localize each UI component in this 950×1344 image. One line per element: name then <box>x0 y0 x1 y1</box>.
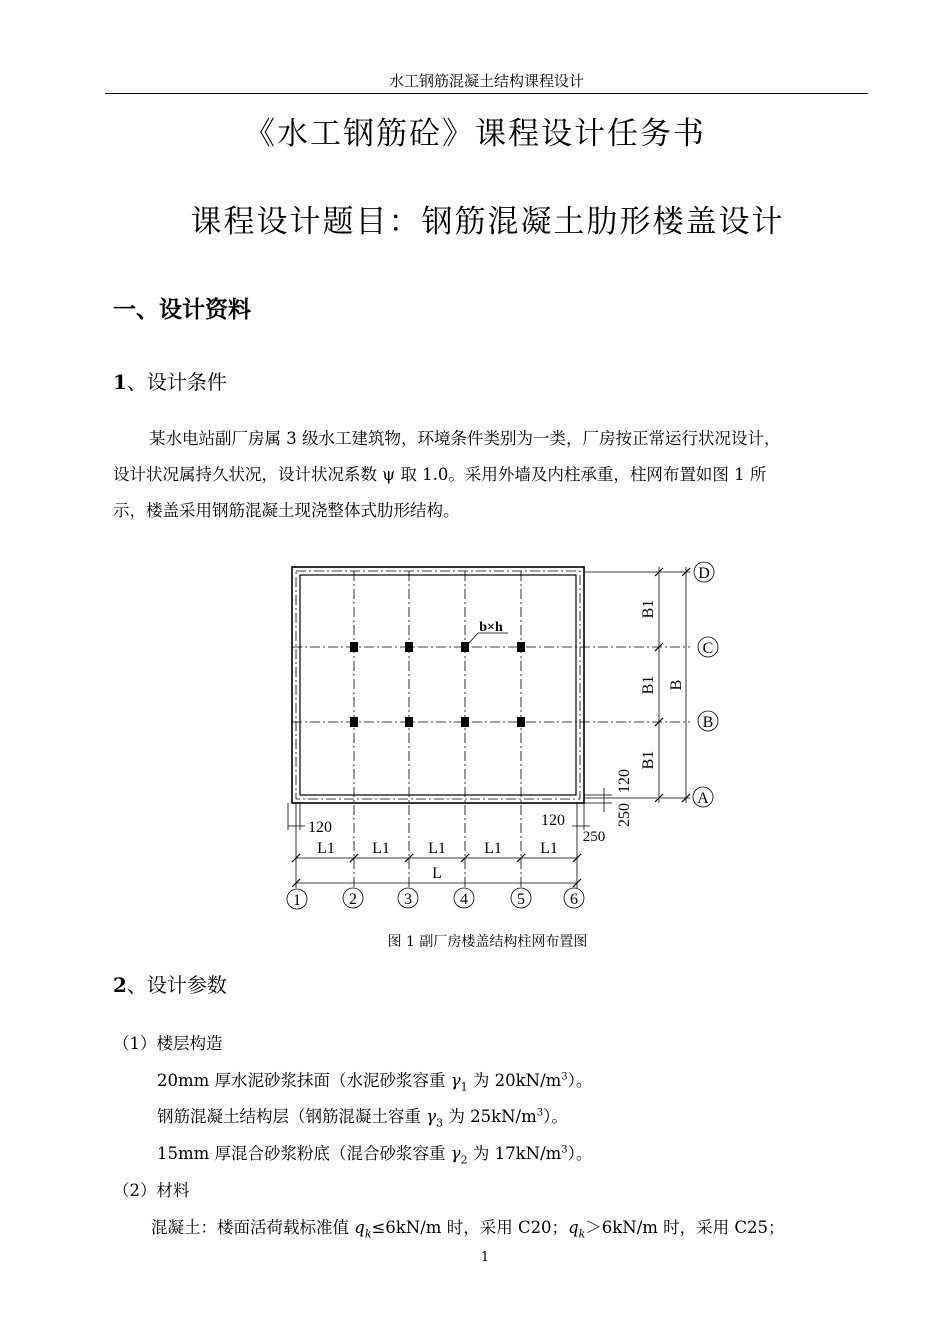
unit-exponent: 3 <box>561 1144 568 1156</box>
layer-2-end: ）。 <box>543 1107 568 1126</box>
span-label: L1 <box>540 840 558 857</box>
gamma-symbol: γ <box>450 1144 461 1163</box>
section-title: 设计资料 <box>159 297 251 323</box>
unit-exponent: 3 <box>536 1107 544 1119</box>
column-grid-figure <box>0 555 950 920</box>
subsection-number: 2 <box>113 973 127 997</box>
unit-exponent: 3 <box>561 1071 568 1083</box>
running-header: 水工钢筋混凝土结构课程设计 <box>388 72 584 90</box>
axis-label-D: D <box>698 565 710 582</box>
bay-label: B1 <box>640 599 657 619</box>
column <box>517 717 525 727</box>
section-number: 一、 <box>113 297 159 323</box>
paragraph-line-2: 设计状况属持久状况，设计状况系数 ψ 取 1.0。采用外墙及内柱承重，柱网布置如图 1 所 <box>113 465 767 484</box>
concrete-c25: ＞6kN/m 时，采用 C25； <box>585 1218 785 1237</box>
q-symbol: q <box>568 1218 579 1237</box>
q-subscript: k <box>578 1227 586 1241</box>
subsection-title: 、设计条件 <box>126 370 227 394</box>
bay-label: B1 <box>640 675 657 695</box>
layer-3-end: ）。 <box>567 1144 593 1163</box>
column <box>350 717 358 727</box>
axis-label-5: 5 <box>517 891 525 908</box>
page-number: 1 <box>480 1250 490 1265</box>
wall-dim-label-250: 250 <box>582 829 606 845</box>
document-subtitle: 课程设计题目：钢筋混凝土肋形楼盖设计 <box>190 204 785 240</box>
column <box>517 642 525 652</box>
q-symbol: q <box>354 1218 365 1237</box>
q-subscript: k <box>364 1227 372 1241</box>
wall-axis-line <box>296 571 580 799</box>
outer-wall-outline <box>292 567 584 803</box>
section-heading-1 <box>113 291 251 324</box>
axis-label-C: C <box>702 640 714 657</box>
wall-dim-label-side-120: 120 <box>616 769 633 793</box>
total-span-label: L <box>432 865 442 882</box>
wall-dim-label-right: 120 <box>541 812 565 829</box>
axis-label-1: 1 <box>293 892 301 909</box>
gamma-subscript: 2 <box>460 1153 468 1167</box>
paragraph-line-3: 示，楼盖采用钢筋混凝土现浇整体式肋形结构。 <box>113 501 460 520</box>
axis-label-2: 2 <box>349 891 357 908</box>
column-size-label: b×h <box>479 620 503 635</box>
column <box>350 642 358 652</box>
bay-label: B1 <box>640 750 657 770</box>
subsection-title: 、设计参数 <box>126 973 227 997</box>
layer-1 <box>157 1067 592 1093</box>
item-2-title: （2）材料 <box>113 1181 190 1200</box>
axis-label-3: 3 <box>404 891 412 908</box>
axis-label-4: 4 <box>460 891 468 908</box>
axis-label-A: A <box>697 790 709 807</box>
gamma-symbol: γ <box>450 1071 461 1090</box>
layer-2-value: 为 25kN/m <box>443 1107 537 1126</box>
concrete-line <box>151 1214 785 1240</box>
layer-2 <box>157 1103 568 1129</box>
subsection-heading-2 <box>113 969 227 998</box>
span-label: L1 <box>372 840 390 857</box>
layer-1-text: 20mm 厚水泥砂浆抹面（水泥砂浆容重 <box>157 1071 451 1090</box>
document-title: 《水工钢筋砼》课程设计任务书 <box>244 116 706 152</box>
span-label: L1 <box>484 840 502 857</box>
layer-3-value: 为 17kN/m <box>467 1144 562 1163</box>
wall-dim-label-side-250: 250 <box>616 803 633 827</box>
axis-label-6: 6 <box>570 891 578 908</box>
layer-1-end: ）。 <box>567 1071 593 1090</box>
wall-dim-label-left: 120 <box>308 819 332 836</box>
layer-2-text: 钢筋混凝土结构层（钢筋混凝土容重 <box>157 1107 427 1126</box>
item-1-title: （1）楼层构造 <box>113 1034 223 1053</box>
subsection-number: 1 <box>113 370 127 394</box>
subsection-heading-1 <box>113 366 227 395</box>
paragraph-line-1: 某水电站副厂房属 3 级水工建筑物，环境条件类别为一类，厂房按正常运行状况设计， <box>149 429 781 448</box>
layer-3-text: 15mm 厚混合砂浆粉底（混合砂浆容重 <box>157 1144 451 1163</box>
layer-3 <box>157 1140 592 1166</box>
column <box>461 717 469 727</box>
layer-1-value: 为 20kN/m <box>467 1071 562 1090</box>
header-rule <box>105 93 868 94</box>
total-bay-label: B <box>668 679 685 691</box>
column <box>461 642 469 652</box>
column-label-leader <box>469 633 478 643</box>
span-label: L1 <box>428 840 446 857</box>
concrete-c20: ≤6kN/m 时，采用 C20； <box>371 1218 569 1237</box>
gamma-subscript: 1 <box>460 1080 468 1094</box>
gamma-subscript: 3 <box>436 1116 444 1130</box>
column <box>405 717 413 727</box>
span-label: L1 <box>317 840 335 857</box>
figure-caption: 图 1 副厂房楼盖结构柱网布置图 <box>387 934 588 950</box>
inner-wall-outline <box>300 575 576 795</box>
columns <box>350 642 525 727</box>
concrete-text: 混凝土：楼面活荷载标准值 <box>151 1218 355 1237</box>
axis-label-B: B <box>702 714 714 731</box>
column <box>405 642 413 652</box>
gamma-symbol: γ <box>426 1107 437 1126</box>
